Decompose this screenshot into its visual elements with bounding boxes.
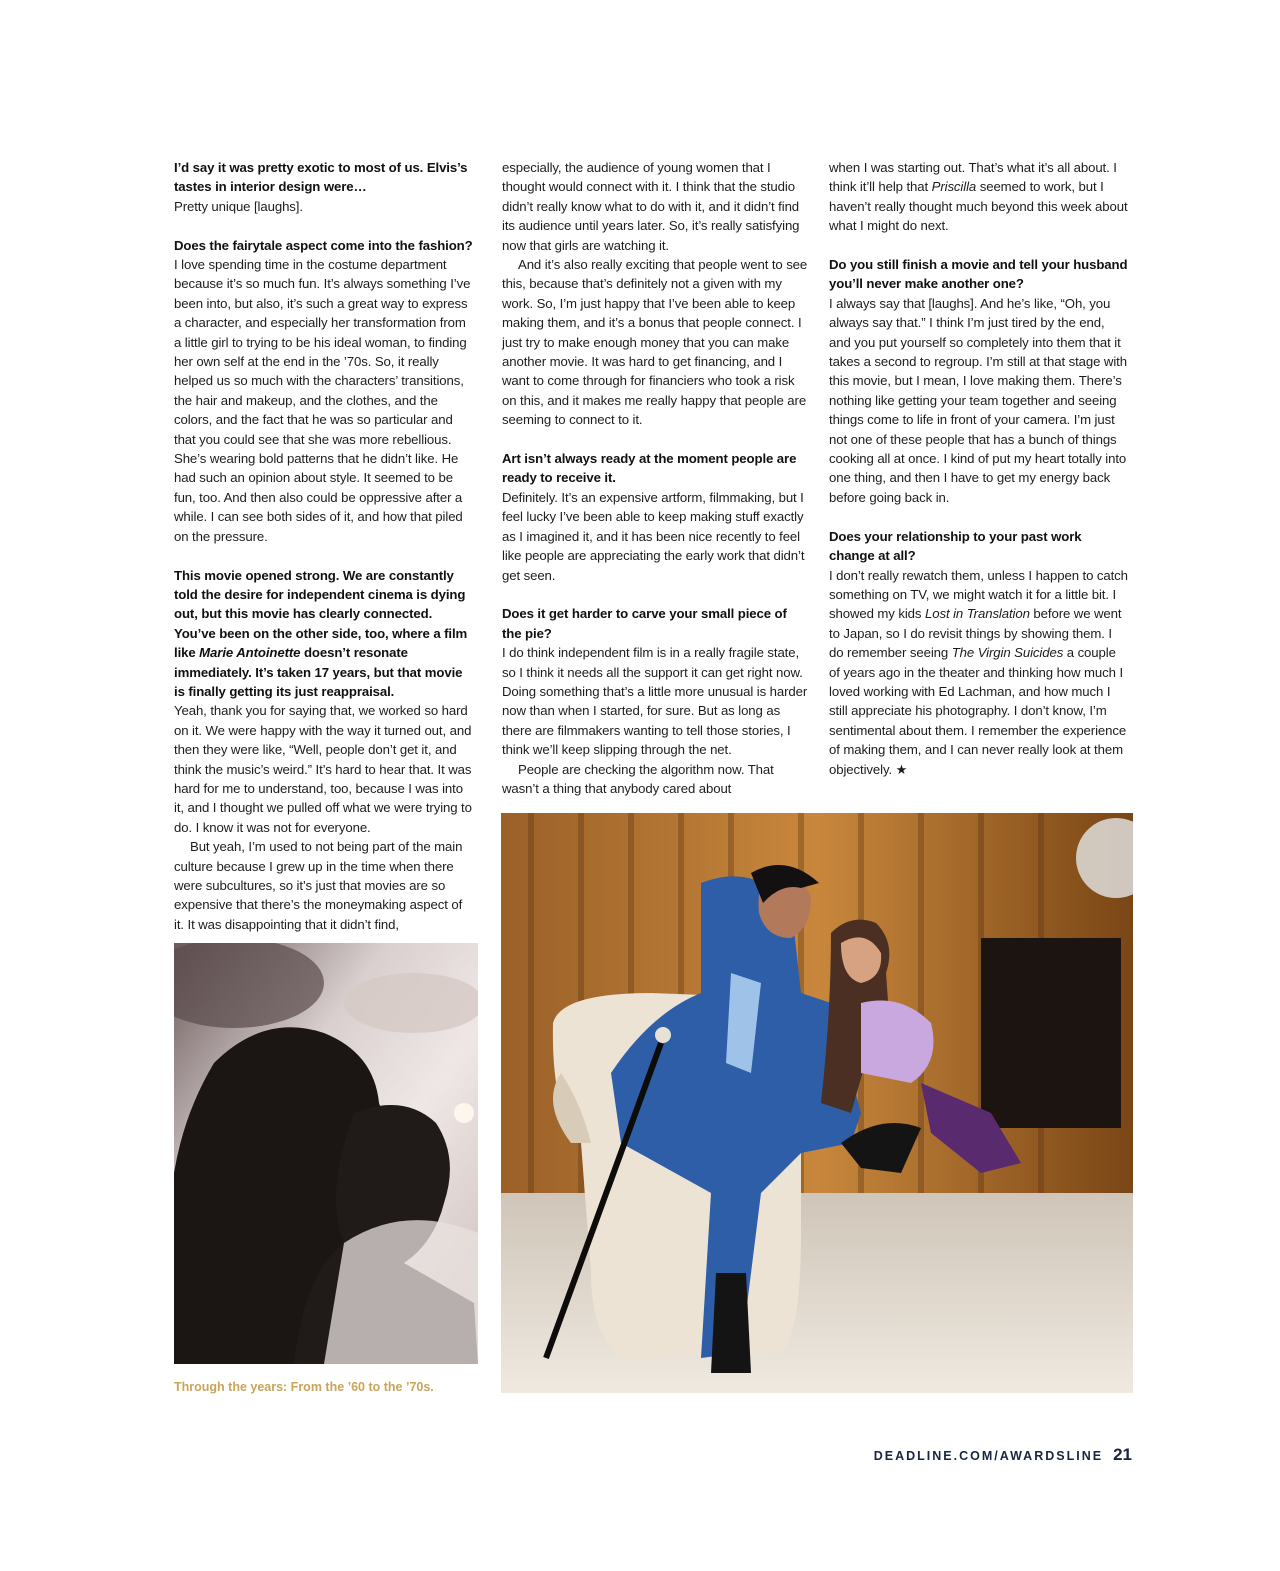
answer-paragraph: And it’s also really exciting that people went to see this, because that’s definitely not a given with my work. So, I’m just happy that I’ve been able to keep making them, and it’s a bonus that people connect. I just try to make enough money that you can make another movie. It was hard to get financing, and I want to come through for financiers who took a risk on this, and it makes me really happy that people are seeming to connect to it.: [502, 257, 808, 428]
page-number: 21: [1113, 1445, 1132, 1464]
answer-paragraph: But yeah, I’m used to not being part of the main culture because I grew up in the time when there were subcultures, so it’s just that movies are so expensive that there’s the moneymaking aspect of it. It was disappointing that it didn’t find,: [174, 839, 463, 932]
interview-question: I’d say it was pretty exotic to most of us. Elvis’s tastes in interior design were…: [174, 160, 468, 195]
kiss-silhouette-photo: [174, 943, 478, 1364]
answer-paragraph: Pretty unique [laughs].: [174, 198, 303, 214]
answer-paragraph: Definitely. It’s an expensive artform, filmmaking, but I feel lucky I’ve been able to keep making stuff exactly as I imagined it, and it has been nice recently to feel like people are appreciating the early work that didn’t get seen.: [502, 489, 805, 583]
answer-paragraph: People are checking the algorithm now. That wasn’t a thing that anybody cared about: [502, 761, 774, 796]
interview-question: This movie opened strong. We are constantly told the desire for independent cinema is dying out, but this movie has clearly connected. You’ve been on the other side, too, where a film like Marie Antoinette doesn’t resonate immediately. It’s taken 17 years, but that movie is finally getting its just reappraisal.: [174, 567, 468, 699]
interview-question: Does the fairytale aspect come into the fashion?: [174, 237, 473, 253]
footer-site-link[interactable]: DEADLINE.COM/AWARDSLINE: [873, 1449, 1104, 1463]
article-column-1: [174, 158, 474, 934]
answer-paragraph: I love spending time in the costume department because it’s so much fun. It’s always something I’ve been into, but also, it’s such a great way to express a character, and especially her transformation from a little girl to trying to be his ideal woman, to finding her own self at the end in the ’70s. So, it really helped us so much with the characters’ transitions, the hair and makeup, and the clothes, and the colors, and the fact that he was so particular and that you could see that she was more rebellious. She’s wearing bold patterns that he didn’t like. He had such an opinion about style. It seemed to be fun, too. And then also could be oppressive after a while. I can see both sides of it, and how that piled on the pressure.: [174, 257, 471, 544]
elvis-priscilla-armchair-photo: [501, 813, 1133, 1393]
interview-question: Art isn’t always ready at the moment people are ready to receive it.: [502, 451, 797, 486]
answer-paragraph: especially, the audience of young women that I thought would connect with it. I think that the studio didn’t really know what to do with it, and it didn’t find its audience until years later. So, it’s really satisfying now that girls are watching it.: [502, 160, 800, 253]
article-column-3: [829, 158, 1129, 779]
photo-caption: Through the years: From the ’60 to the ’70s.: [174, 1380, 434, 1394]
interview-question: Does it get harder to carve your small piece of the pie?: [502, 606, 787, 641]
answer-paragraph: when I was starting out. That’s what it’s all about. I think it’ll help that Priscilla seemed to work, but I haven’t really thought much beyond this week about what I might do next.: [829, 160, 1128, 234]
answer-paragraph: Yeah, thank you for saying that, we worked so hard on it. We were happy with the way it turned out, and then they were like, “Well, people don’t get it, and think the music’s weird.” It’s hard to hear that. It was hard for me to understand, too, because I was into it, and I thought we pulled off what we were trying to do. I know it was not for everyone.: [174, 703, 472, 835]
answer-paragraph: I always say that [laughs]. And he’s like, “Oh, you always say that.” I think I’m just tired by the end, and you put yourself so completely into them that it takes a second to regroup. I’m still at that stage with this movie, but I mean, I love making them. There’s nothing like getting your team together and seeing things come to life in front of your camera. I’m just not one of these people that has a bunch of things cooking all at once. I kind of put my heart totally into one thing, and then I have to get my energy back before going back in.: [829, 295, 1127, 505]
page-footer: [874, 1445, 1132, 1465]
answer-paragraph: I don’t really rewatch them, unless I happen to catch something on TV, we might watch it for a little bit. I showed my kids Lost in Translation before we went to Japan, so I do revisit things by showing them. I do remember seeing The Virgin Suicides a couple of years ago in the theater and thinking how much I loved working with Ed Lachman, and how much I still appreciate his photography. I don’t know, I’m sentimental about them. I remember the experience of making them, and I can never really look at them objectively. ★: [829, 567, 1128, 777]
interview-question: Does your relationship to your past work change at all?: [829, 528, 1082, 564]
answer-paragraph: I do think independent film is in a really fragile state, so I think it needs all the support it can get right now. Doing something that’s a little more unusual is harder now than when I started, for sure. But as long as there are filmmakers wanting to tell those stories, I think we’ll keep slipping through the net.: [502, 645, 808, 758]
interview-question: Do you still finish a movie and tell your husband you’ll never make another one?: [829, 257, 1128, 292]
article-column-2: [502, 158, 808, 798]
